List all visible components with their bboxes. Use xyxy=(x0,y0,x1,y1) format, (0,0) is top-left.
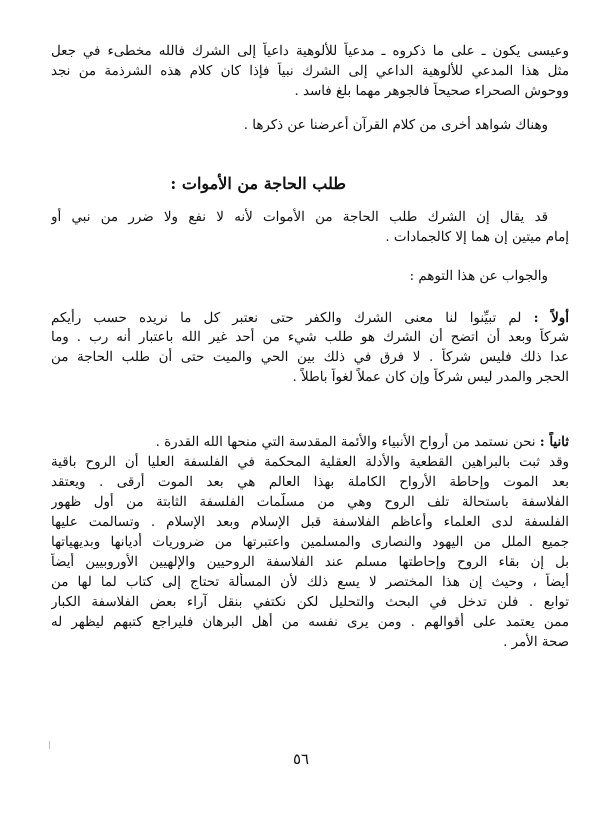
text-line: جميع الملل من اليهود والنصارى والمسلمين واعتبرتها من ضروريات أديانها وبديهياتها xyxy=(51,535,569,550)
text-line: مثل هذا المدعي للألوهية الداعي إلى الشرك نبياً فإذا كان كلام هذه الشرذمة من نجد xyxy=(51,64,569,79)
text-line: إمام ميتين إن هما إلا كالجمادات . xyxy=(385,230,569,245)
text-run: لم تبيِّنوا لنا معنى الشرك والكفر حتى نعتبر كل ما نريده حسب رأيكم xyxy=(51,311,522,326)
text-run: نحن نستمد من أرواح الأنبياء والأئمة المقدسة التي منحها الله القدرة . xyxy=(155,435,536,450)
text-line: صحة الأمر . xyxy=(503,635,569,650)
text-line: الفلاسفة باستحالة تلف الروح وهي من مسلّمات الفلسفة الثابتة من أول ظهور xyxy=(51,495,569,510)
text-line xyxy=(51,432,569,452)
text-line: عدا ذلك فليس شركاً . لا فرق في ذلك بين الحي والميت حتى أن طلب الحاجة من xyxy=(51,350,569,365)
paragraph-lead: ثانياً : xyxy=(539,434,569,450)
text-line: وقد ثبت بالبراهين القطعية والأدلة العقلية المحكمة في الفلسفة العليا أن الروح باقية xyxy=(51,455,569,470)
text-line: قد يقال إن الشرك طلب الحاجة من الأموات لأنه لا نفع ولا ضرر من نبي أو xyxy=(51,210,548,225)
paragraph-lead: أولاً : xyxy=(533,310,569,326)
text-line: أيضاً ، وحيث إن هذا المختصر لا يسع ذلك لأن المسألة تحتاج إلى كتاب لما لها من xyxy=(51,575,569,590)
text-line: بعد الموت وإحاطة الأرواح الكاملة بهذا العالم هي بعد الموت أرقى . ويعتقد xyxy=(51,475,569,490)
text-line: وهناك شواهد أخرى من كلام القرآن أعرضنا عن ذكرها . xyxy=(243,118,548,133)
margin-tick xyxy=(49,741,50,749)
section-heading: طلب الحاجة من الأموات : xyxy=(170,174,346,193)
text-line: والجواب عن هذا التوهم : xyxy=(409,269,548,284)
text-line: توابع . فلن تدخل في البحث والتحليل لكن نكتفي بنقل آراء بعض الفلاسفة الكبار xyxy=(51,595,569,610)
text-line xyxy=(51,308,569,328)
text-line: شركاً وبعد أن اتضح أن الشرك هو طلب شيء من أحد غير الله باعتبار أنه رب . وما xyxy=(51,330,569,345)
page-number: ٥٦ xyxy=(292,750,310,768)
text-line: بل إن بقاء الروح وإحاطتها مسلم عند الفلاسفة الروحيين والإلهيين الأوروبيين أيضاً xyxy=(51,555,569,570)
text-line: الفلسفة لدى العلماء وأعاظم الفلاسفة قبل الإسلام وبعد الإسلام . وتسالمت عليها xyxy=(51,515,569,530)
text-line: ووحوش الصحراء صحيحاً فالجوهر مهما بلغ فاسد . xyxy=(294,84,569,99)
text-line: الحجر والمدر ليس شركاً وإن كان عملاً لغواً باطلاً . xyxy=(292,370,569,385)
text-line: وعيسى يكون ـ على ما ذكروه ـ مدعياً للألوهية داعياً إلى الشرك فالله مخطىء في جعل xyxy=(51,44,569,59)
text-line: ممن يعتمد على أقوالهم . ومن يرى نفسه من أهل البرهان فليراجع كتبهم ليظهر له xyxy=(51,615,569,630)
